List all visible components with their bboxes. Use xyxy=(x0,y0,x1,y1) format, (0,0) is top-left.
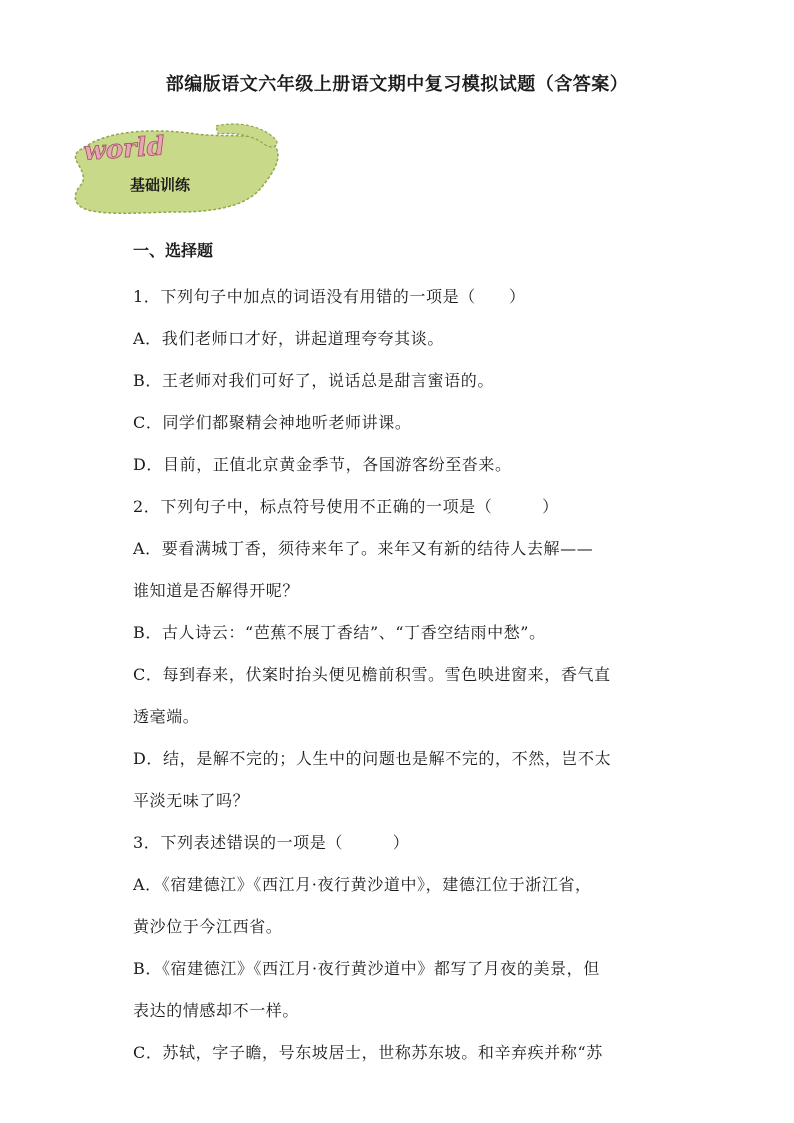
question-2-option-b: B．古人诗云：“芭蕉不展丁香结”、“丁香空结雨中愁”。 xyxy=(133,623,546,642)
question-1-stem: 1．下列句子中加点的词语没有用错的一项是（ ） xyxy=(133,287,526,306)
question-2-stem: 2．下列句子中，标点符号使用不正确的一项是（ ） xyxy=(133,497,559,516)
question-content xyxy=(133,276,663,1074)
question-1-option-d: D．目前，正值北京黄金季节，各国游客纷至沓来。 xyxy=(133,455,512,474)
question-2-option-d-line-2: 平淡无味了吗？ xyxy=(133,791,250,810)
question-3-option-a-line-1: A．《宿建德江》《西江月·夜行黄沙道中》，建德江位于浙江省， xyxy=(133,875,592,894)
question-3-option-c-line-1: C．苏轼，字子瞻，号东坡居士，世称苏东坡。和辛弃疾并称“苏 xyxy=(133,1043,603,1062)
document-title: 部编版语文六年级上册语文期中复习模拟试题（含答案） xyxy=(165,74,629,95)
question-3-option-b-line-2: 表达的情感却不一样。 xyxy=(133,1001,300,1020)
question-1-option-a: A．我们老师口才好，讲起道理夸夸其谈。 xyxy=(133,329,444,348)
question-3-option-b-line-1: B．《宿建德江》《西江月·夜行黄沙道中》都写了月夜的美景，但 xyxy=(133,959,600,978)
question-1-option-c: C．同学们都聚精会神地听老师讲课。 xyxy=(133,413,412,432)
section-badge-label: 基础训练 xyxy=(130,176,191,194)
question-2-option-a-line-1: A．要看满城丁香，须待来年了。来年又有新的结待人去解—— xyxy=(133,539,594,558)
section-heading: 一、选择题 xyxy=(133,241,214,260)
question-2-option-c-line-2: 透毫端。 xyxy=(133,707,200,726)
question-3-option-a-line-2: 黄沙位于今江西省。 xyxy=(133,917,283,936)
world-script-text: world xyxy=(82,131,166,167)
question-2-option-d-line-1: D．结，是解不完的；人生中的问题也是解不完的，不然，岂不太 xyxy=(133,749,612,768)
question-3-stem: 3．下列表述错误的一项是（ ） xyxy=(133,833,410,852)
question-2-option-a-line-2: 谁知道是否解得开呢？ xyxy=(133,581,300,600)
question-1-option-b: B．王老师对我们可好了，说话总是甜言蜜语的。 xyxy=(133,371,494,390)
question-2-option-c-line-1: C．每到春来，伏案时抬头便见檐前积雪。雪色映进窗来，香气直 xyxy=(133,665,611,684)
